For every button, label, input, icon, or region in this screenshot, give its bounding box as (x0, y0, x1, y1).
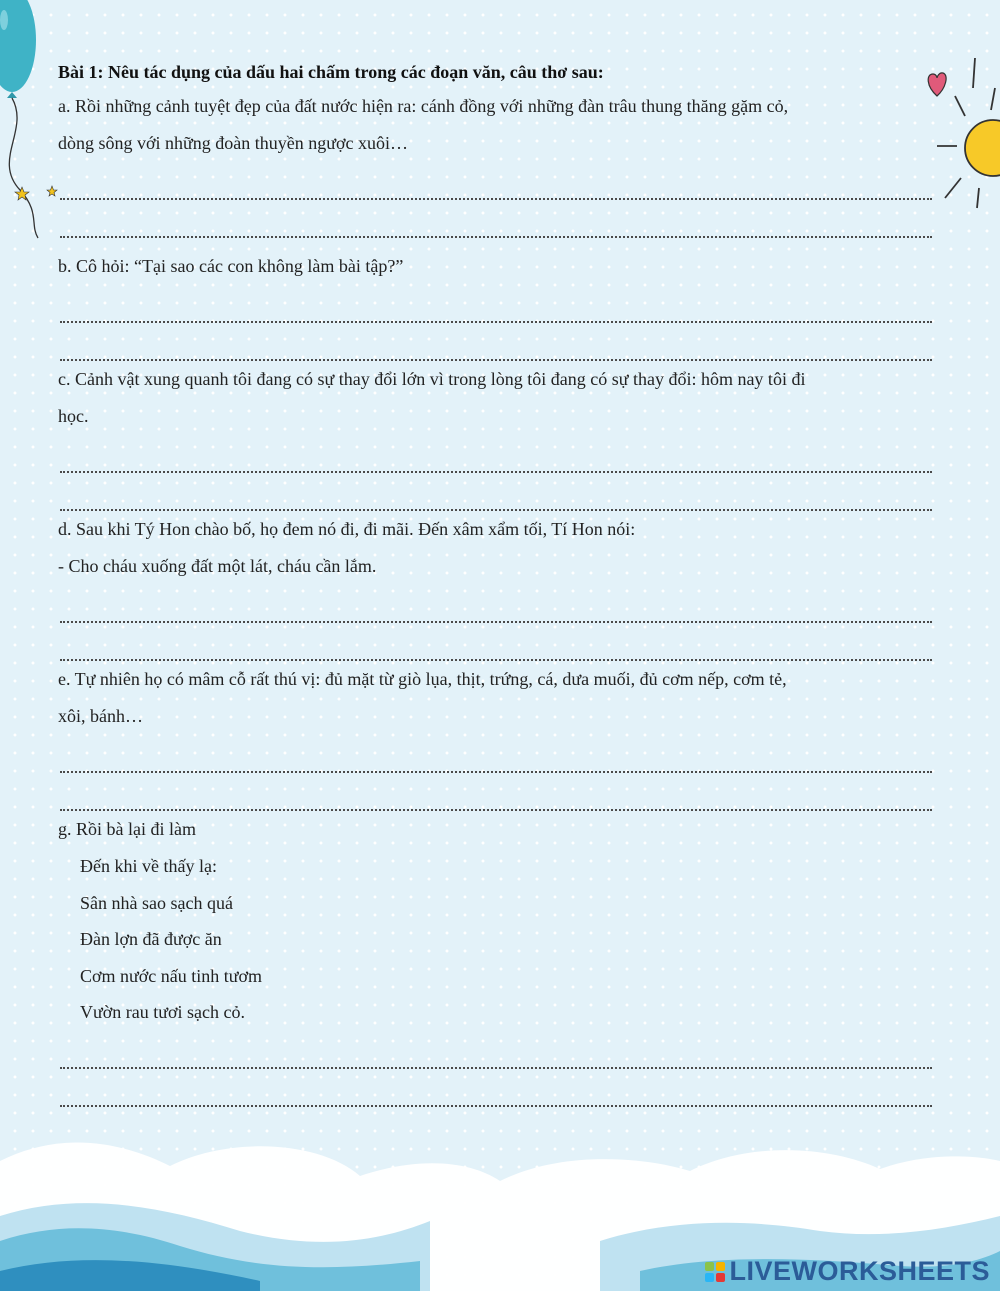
brand-name: LIVEWORKSHEETS (729, 1256, 990, 1286)
answer-line[interactable] (60, 323, 932, 361)
exercise-content (58, 58, 943, 1107)
question-e (58, 661, 943, 811)
answer-line[interactable] (60, 473, 932, 511)
question-text: d. Sau khi Tý Hon chào bố, họ đem nó đi, đi mãi. Đến xâm xẩm tối, Tí Hon nói: (58, 519, 636, 539)
answer-line[interactable] (60, 162, 932, 200)
liveworksheets-logo[interactable] (705, 1256, 990, 1287)
answer-line[interactable] (60, 435, 932, 473)
question-text: g. Rồi bà lại đi làm (58, 819, 196, 839)
answer-line[interactable] (60, 735, 932, 773)
star-icon (14, 185, 59, 205)
answer-line[interactable] (60, 285, 932, 323)
poem-line: Vườn rau tươi sạch cỏ. (80, 1002, 246, 1022)
exercise-title: Bài 1: Nêu tác dụng của dấu hai chấm trong các đoạn văn, câu thơ sau: (58, 62, 604, 82)
question-c (58, 361, 943, 511)
answer-line[interactable] (60, 200, 932, 238)
question-text: xôi, bánh… (58, 706, 143, 726)
poem-line: Đến khi về thấy lạ: (80, 856, 217, 876)
question-g (58, 811, 943, 1107)
poem-line: Cơm nước nấu tinh tươm (80, 965, 263, 986)
question-text: học. (58, 406, 89, 426)
question-text: dòng sông với những đoàn thuyền ngược xuôi… (58, 133, 409, 153)
answer-line[interactable] (60, 773, 932, 811)
question-text: e. Tự nhiên họ có mâm cỗ rất thú vị: đủ mặt từ giò lụa, thịt, trứng, cá, dưa muối, đủ cơm nếp, cơm tẻ, (58, 669, 787, 689)
question-text: - Cho cháu xuống đất một lát, cháu cần lắm. (58, 556, 377, 576)
answer-line[interactable] (60, 1031, 932, 1069)
question-b (58, 248, 943, 361)
brand-logo-icon (705, 1262, 725, 1282)
answer-line[interactable] (60, 623, 932, 661)
answer-line[interactable] (60, 585, 932, 623)
poem-line: Đàn lợn đã được ăn (80, 929, 222, 949)
question-a (58, 88, 943, 238)
answer-line[interactable] (60, 1069, 932, 1107)
question-text: a. Rồi những cảnh tuyệt đẹp của đất nước hiện ra: cánh đồng với những đàn trâu thung thăng gặm cỏ, (58, 96, 789, 116)
question-d (58, 511, 943, 661)
question-text: b. Cô hỏi: “Tại sao các con không làm bài tập?” (58, 256, 404, 276)
question-text: c. Cảnh vật xung quanh tôi đang có sự thay đổi lớn vì trong lòng tôi đang có sự thay đổi: hôm nay tôi đi (58, 369, 806, 389)
sun-icon (935, 58, 1000, 238)
poem-line: Sân nhà sao sạch quá (80, 892, 233, 913)
